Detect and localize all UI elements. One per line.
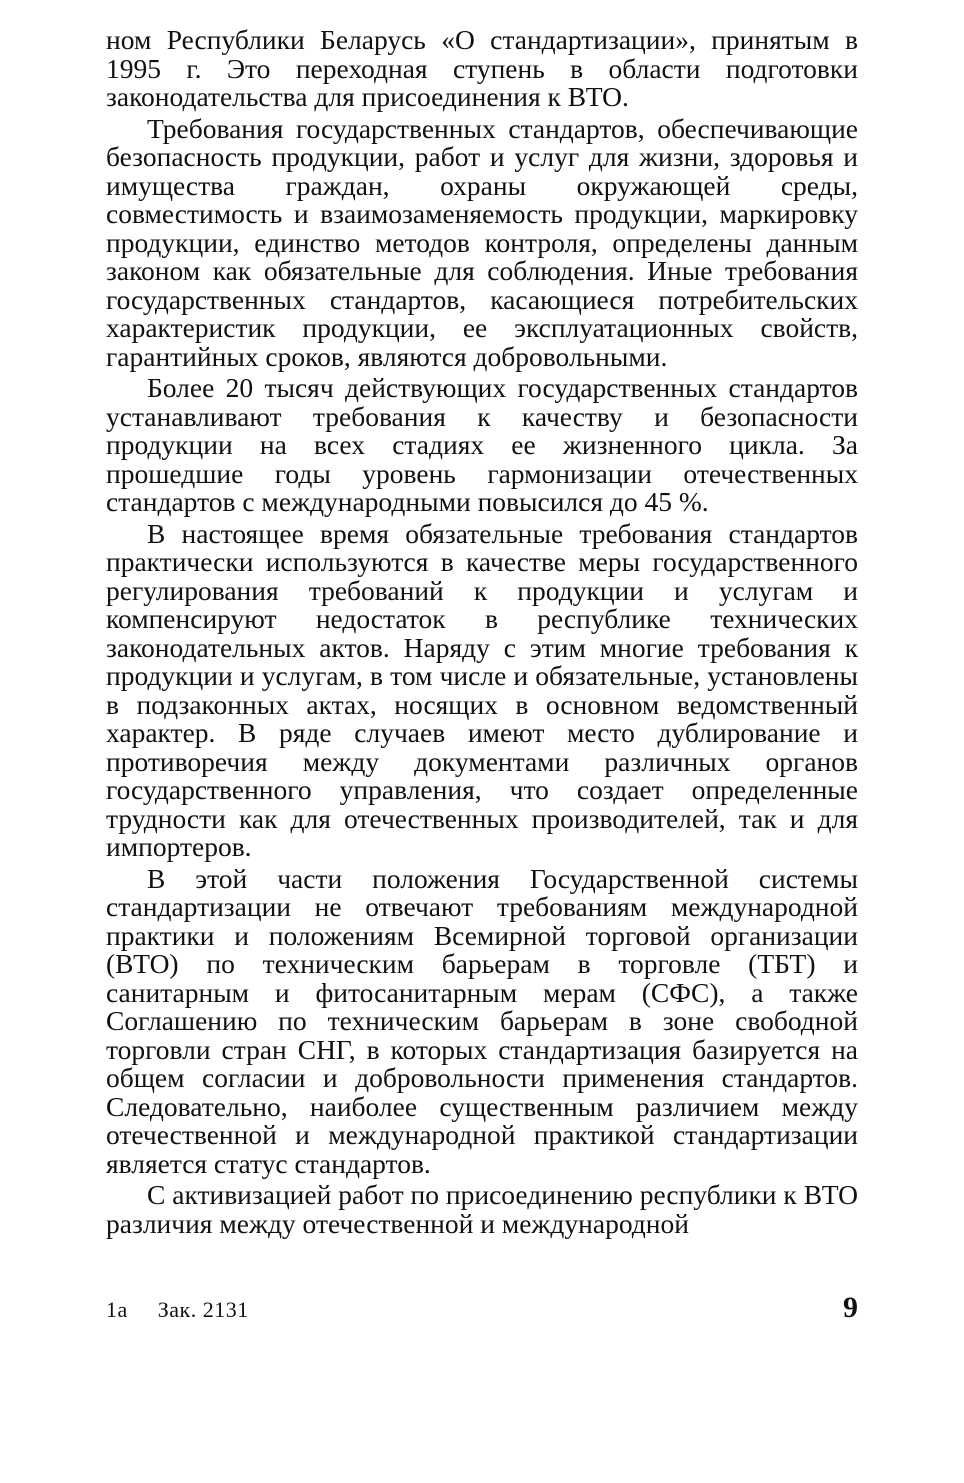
signature-mark: 1а: [106, 1297, 128, 1322]
paragraph: В этой части положения Государственной системы стандартизации не отвечают требованиям международной практики и положениям Всемирной торговой организации (ВТО) по техническим барьерам в торговле (ТБТ) и санитарным и фитосанитарным мерам (СФС), а также Соглашению по техническим барьерам в зоне свободной торговли стран СНГ, в которых стандартизация базируется на общем согласии и добровольности применения стандартов. Следовательно, наиболее существенным различием между отечественной и международной практикой стандартизации является статус стандартов.: [106, 862, 858, 1179]
printer-signature: [106, 1297, 249, 1323]
paragraph: В настоящее время обязательные требования стандартов практически используются в качестве меры государственного регулирования требований к продукции и услугам и компенсируют недостаток в республике технических законодательных актов. Наряду с этим многие требования к продукции и услугам, в том числе и обязательные, установлены в подзаконных актах, носящих в основном ведомственный характер. В ряде случаев имеют место дублирование и противоречия между документами различных органов государственного управления, что создает определенные трудности как для отечественных производителей, так и для импортеров.: [106, 517, 858, 862]
paragraph: Требования государственных стандартов, обеспечивающие безопасность продукции, работ и услуг для жизни, здоровья и имущества граждан, охраны окружающей среды, совместимость и взаимозаменяемость продукции, маркировку продукции, единство методов контроля, определены данным законом как обязательные для соблюдения. Иные требования государственных стандартов, касающиеся потребительских характеристик продукции, ее эксплуатационных свойств, гарантийных сроков, являются добровольными.: [106, 112, 858, 372]
page-number: 9: [843, 1291, 858, 1324]
order-number: Зак. 2131: [157, 1297, 249, 1322]
paragraph: С активизацией работ по присоединению республики к ВТО различия между отечественной и международной: [106, 1179, 858, 1239]
paragraph: Более 20 тысяч действующих государственных стандартов устанавливают требования к качеству и безопасности продукции на всех стадиях ее жизненного цикла. За прошедшие годы уровень гармонизации отечественных стандартов с международными повысился до 45 %.: [106, 372, 858, 517]
page-footer: [106, 1291, 858, 1331]
paragraph-continuation: ном Республики Беларусь «О стандартизации», принятым в 1995 г. Это переходная ступень в области подготовки законодательства для присоединения к ВТО.: [106, 24, 858, 112]
body-text: [106, 26, 858, 1238]
